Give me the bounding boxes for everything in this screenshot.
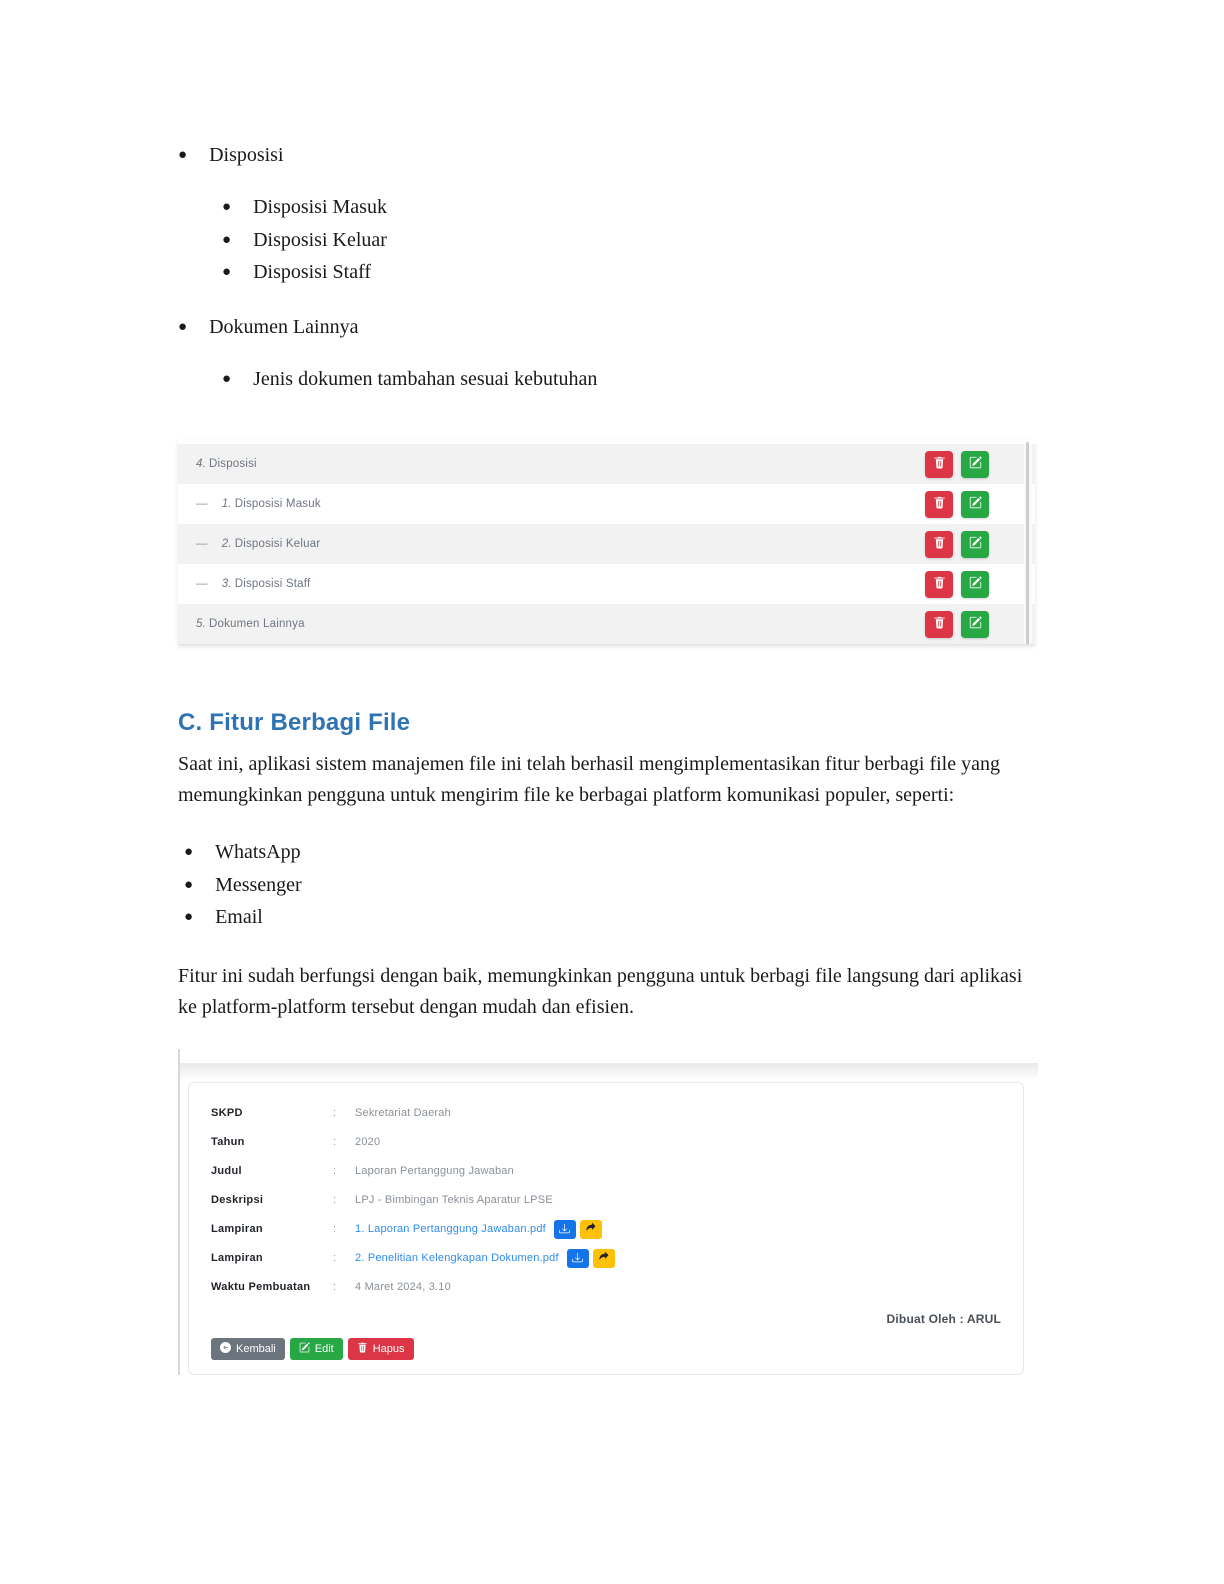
pencil-square-icon [969,616,982,632]
bullet-icon: ● [178,318,188,335]
attachment-row [211,1244,1001,1273]
edit-button[interactable] [290,1338,343,1360]
row-label: Disposisi Staff [234,578,311,590]
list-item [222,364,1038,397]
field-label: Waktu Pembuatan [211,1281,311,1293]
bullet-icon: ● [184,909,194,925]
delete-button[interactable] [925,531,953,558]
field-value: 2020 [355,1136,381,1148]
pencil-square-icon [969,536,982,552]
row-number: 2. [221,538,232,550]
share-icon [598,1251,609,1266]
field-label: Lampiran [211,1252,263,1264]
field-row [211,1099,1001,1128]
screenshot-top-band [180,1063,1038,1079]
bullet-icon: ● [178,147,188,163]
edit-button[interactable] [961,491,989,518]
share-icon [585,1222,596,1237]
edit-button[interactable] [961,451,989,478]
arrow-circle-left-icon [220,1342,231,1356]
category-bullet-list [178,140,1038,396]
field-separator: : [333,1136,337,1148]
button-label: Hapus [372,1342,405,1355]
list-item [222,257,1038,290]
card-actions [211,1338,1001,1360]
scrollbar[interactable] [1024,442,1032,645]
bullet-label: Disposisi Masuk [253,196,387,218]
field-label: SKPD [211,1107,243,1119]
bullet-label: Disposisi Keluar [253,228,387,251]
page-content [178,0,1038,1375]
bullet-label: WhatsApp [215,841,301,863]
table-row [178,444,1035,484]
platform-bullet-list [178,837,1038,935]
field-label: Deskripsi [211,1194,264,1206]
trash-icon [933,576,946,592]
section-heading: C. Fitur Berbagi File [178,709,411,736]
row-label: Disposisi Keluar [234,538,321,550]
bullet-icon: ● [222,199,232,215]
row-number: 1. [221,498,232,510]
bullet-icon: ● [184,844,194,860]
table-row [178,524,1035,564]
bullet-label: Messenger [215,873,302,896]
row-label: Disposisi [209,458,257,470]
field-row [211,1128,1001,1157]
download-button[interactable] [554,1220,576,1239]
attachment-link[interactable]: 1. Laporan Pertanggung Jawaban.pdf [355,1223,546,1235]
download-button[interactable] [567,1249,589,1268]
field-separator: : [333,1223,337,1235]
field-separator: : [333,1107,337,1119]
list-item [178,870,1038,903]
attachment-row [211,1215,1001,1244]
list-item [178,902,1038,935]
table-row [178,564,1035,604]
table-row [178,484,1035,524]
delete-button[interactable] [925,571,953,598]
bullet-label: Disposisi Staff [253,261,372,283]
paragraph: Fitur ini sudah berfungsi dengan baik, memungkinkan pengguna untuk berbagi file langsung dari aplikasi ke platform-platform tersebut dengan mudah dan efisien. [178,964,1023,1018]
button-label: Edit [314,1342,334,1355]
bullet-icon: ● [184,876,194,893]
trash-icon [933,616,946,632]
paragraph: Saat ini, aplikasi sistem manajemen file ini telah berhasil mengimplementasikan fitur berbagi file yang memungkinkan pengguna untuk mengirim file ke berbagai platform komunikasi populer, seperti: [178,753,1000,806]
detail-card [188,1082,1024,1375]
trash-icon [933,536,946,552]
trash-icon [357,1342,368,1356]
row-number: 5. [196,618,206,630]
bullet-icon: ● [222,370,232,387]
trash-icon [933,456,946,472]
list-item [178,140,1038,290]
list-item [222,225,1038,258]
field-row [211,1157,1001,1186]
row-label: Disposisi Masuk [234,498,321,510]
field-value: Sekretariat Daerah [355,1107,451,1119]
field-value: Laporan Pertanggung Jawaban [355,1165,514,1177]
field-separator: : [333,1281,337,1293]
field-label: Tahun [211,1136,245,1148]
table-row [178,604,1035,644]
bullet-label: Dokumen Lainnya [209,315,359,338]
delete-button[interactable] [925,611,953,638]
field-label: Judul [211,1165,242,1177]
list-item [222,192,1038,225]
indent-dash: — [196,498,208,510]
pencil-square-icon [299,1342,310,1356]
row-label: Dokumen Lainnya [209,618,305,630]
field-value: 4 Maret 2024, 3.10 [355,1281,451,1293]
delete-button[interactable] [925,451,953,478]
field-value: LPJ - Bimbingan Teknis Aparatur LPSE [355,1194,553,1206]
pencil-square-icon [969,496,982,512]
share-button[interactable] [580,1220,602,1239]
field-separator: : [333,1252,337,1264]
download-icon [559,1222,570,1237]
bullet-icon: ● [222,231,232,248]
category-table-screenshot [178,440,1035,645]
pencil-square-icon [969,576,982,592]
field-separator: : [333,1194,337,1206]
edit-button[interactable] [961,611,989,638]
author-line: Dibuat Oleh : ARUL [886,1311,1001,1326]
detail-screenshot [178,1049,1038,1375]
list-item [178,312,1038,397]
bullet-icon: ● [222,264,232,280]
back-button[interactable] [211,1338,285,1360]
field-label: Lampiran [211,1223,263,1235]
row-number: 4. [196,458,206,470]
pencil-square-icon [969,456,982,472]
edit-button[interactable] [961,531,989,558]
field-separator: : [333,1165,337,1177]
attachment-link[interactable]: 2. Penelitian Kelengkapan Dokumen.pdf [355,1252,559,1264]
bullet-label: Email [215,906,263,928]
indent-dash: — [196,578,208,590]
field-row [211,1186,1001,1215]
delete-button[interactable] [348,1338,414,1360]
edit-button[interactable] [961,571,989,598]
delete-button[interactable] [925,491,953,518]
list-item [178,837,1038,870]
bullet-label: Disposisi [209,144,284,166]
scrollbar-thumb[interactable] [1026,442,1029,645]
trash-icon [933,496,946,512]
indent-dash: — [196,538,208,550]
field-row [211,1273,1001,1302]
download-icon [572,1251,583,1266]
button-label: Kembali [236,1342,276,1355]
row-number: 3. [221,578,232,590]
bullet-label: Jenis dokumen tambahan sesuai kebutuhan [253,367,598,390]
share-button[interactable] [593,1249,615,1268]
